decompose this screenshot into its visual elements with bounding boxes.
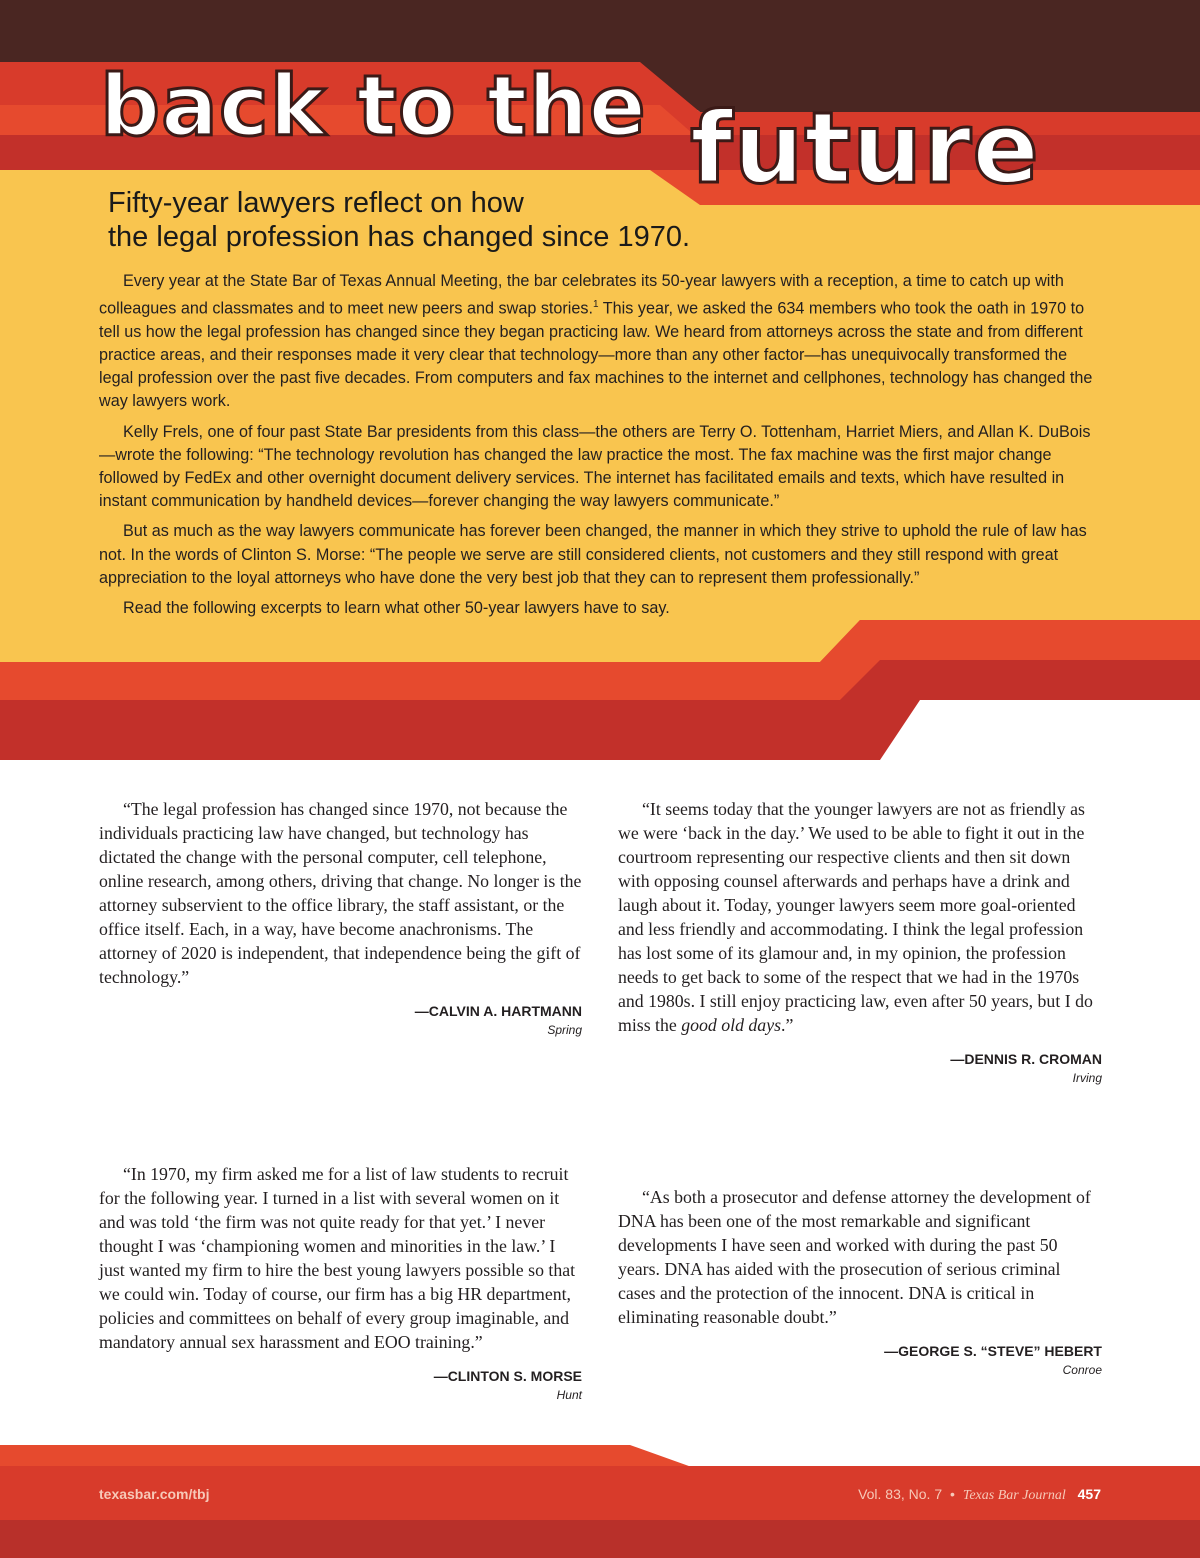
quote-author: —CALVIN A. HARTMANN — [414, 1003, 582, 1019]
intro-p1-text-cont: This year, we asked the 634 members who took the oath in 1970 to tell us how the legal profession has changed since they began practicing law. We heard from attorneys across the state and from different practice areas, and their responses made it very clear that technology—more than any other factor—has unequivocally transformed the legal profession over the past five decades. From computers and fax machines to the internet and cellphones, technology has changed the way lawyers work. — [99, 299, 1093, 411]
quote-author: —CLINTON S. MORSE — [433, 1368, 582, 1384]
subtitle — [108, 186, 690, 254]
quote-text: “As both a prosecutor and defense attorney the development of DNA has been one of the most remarkable and significant developments I have seen and worked with during the past 50 years. DNA has aided with the prosecution of serious criminal cases and the protection of the innocent. DNA is critical in eliminating reasonable doubt.” — [618, 1187, 1091, 1327]
footer-volume: Vol. 83, No. 7 — [858, 1486, 943, 1502]
quote-author: —DENNIS R. CROMAN — [950, 1051, 1102, 1067]
footer-bullet: • — [950, 1486, 955, 1502]
footer-website-link[interactable]: texasbar.com/tbj — [99, 1486, 210, 1502]
footer-journal-name: Texas Bar Journal — [962, 1488, 1066, 1503]
title-back-to-the: back to the — [100, 57, 647, 155]
quote-block-croman — [618, 797, 1102, 1085]
quote-location: Conroe — [1062, 1363, 1102, 1377]
quote-text-emphasis: good old days — [681, 1015, 782, 1035]
quote-block-hebert — [618, 1185, 1102, 1377]
quote-text — [618, 797, 1102, 1037]
quote-location: Irving — [1072, 1071, 1102, 1085]
quote-text-main: “It seems today that the younger lawyers are not as friendly as we were ‘back in the day.’ We used to be able to fight it out in the courtroom representing our respective clients and then sit down with opposing counsel afterwards and perhaps have a drink and laugh about it. Today, younger lawyers seem more goal-oriented and less friendly and accommodating. I think the legal profession has lost some of its glamour and, in my opinion, the profession needs to get back to some of the respect that we had in the 1970s and 1980s. I still enjoy practicing law, even after 50 years, but I do miss the — [618, 799, 1093, 1035]
footer-publication-info — [858, 1486, 1101, 1504]
title-future: future — [690, 92, 1040, 206]
intro-p1-text: Every year at the State Bar of Texas Annual Meeting, the bar celebrates its 50-year lawyers with a reception, a time to catch up with colleagues and classmates and to meet new peers and swap stories. — [99, 272, 1064, 318]
footer-page-number: 457 — [1077, 1486, 1101, 1502]
subtitle-line-1: Fifty-year lawyers reflect on how — [108, 187, 524, 219]
intro-paragraph-2: Kelly Frels, one of four past State Bar presidents from this class—the others are Terry O. Tottenham, Harriet Miers, and Allan K. DuBois—wrote the following: “The technology revolution has changed the law practice the most. The fax machine was the first major change followed by FedEx and other overnight document delivery services. The internet has facilitated emails and texts, which have resulted in instant communication by handheld devices—forever changing the way lawyers communicate.” — [99, 422, 1091, 511]
intro-text — [99, 270, 1102, 627]
quote-block-morse — [99, 1162, 582, 1402]
subtitle-line-2: the legal profession has changed since 1970. — [108, 221, 691, 253]
quote-text-end: .” — [781, 1015, 794, 1035]
quote-author: —GEORGE S. “STEVE” HEBERT — [884, 1343, 1102, 1359]
quote-location: Hunt — [556, 1388, 582, 1402]
footnote-marker: 1 — [593, 299, 599, 311]
quote-text: “In 1970, my firm asked me for a list of law students to recruit for the following year. I turned in a list with several women on it and was told ‘the firm was not quite ready for that yet.’ I never thought I was ‘championing women and minorities in the law.’ I just wanted my firm to hire the best young lawyers possible so that we could win. Today of course, our firm has a big HR department, policies and committees on behalf of every group imaginable, and mandatory annual sex harassment and EOO training.” — [99, 1164, 576, 1352]
footer-band-dark — [0, 1520, 1200, 1558]
quote-location: Spring — [547, 1023, 582, 1037]
quote-block-hartmann — [99, 797, 582, 1037]
quote-text: “The legal profession has changed since 1970, not because the individuals practicing law have changed, but technology has dictated the change with the personal computer, cell telephone, online research, among others, driving that change. No longer is the attorney subservient to the office library, the staff assistant, or the office itself. Each, in a way, have become anachronisms. The attorney of 2020 is independent, that independence being the gift of technology.” — [99, 799, 582, 987]
intro-paragraph-3: But as much as the way lawyers communicate has forever been changed, the manner in which they strive to uphold the rule of law has not. In the words of Clinton S. Morse: “The people we serve are still considered clients, not customers and they still respond with great appreciation to the loyal attorneys who have done the very best job that they can to represent them professionally.” — [99, 522, 1087, 587]
intro-paragraph-1 — [99, 270, 1102, 414]
intro-paragraph-4: Read the following excerpts to learn what other 50-year lawyers have to say. — [123, 599, 670, 618]
